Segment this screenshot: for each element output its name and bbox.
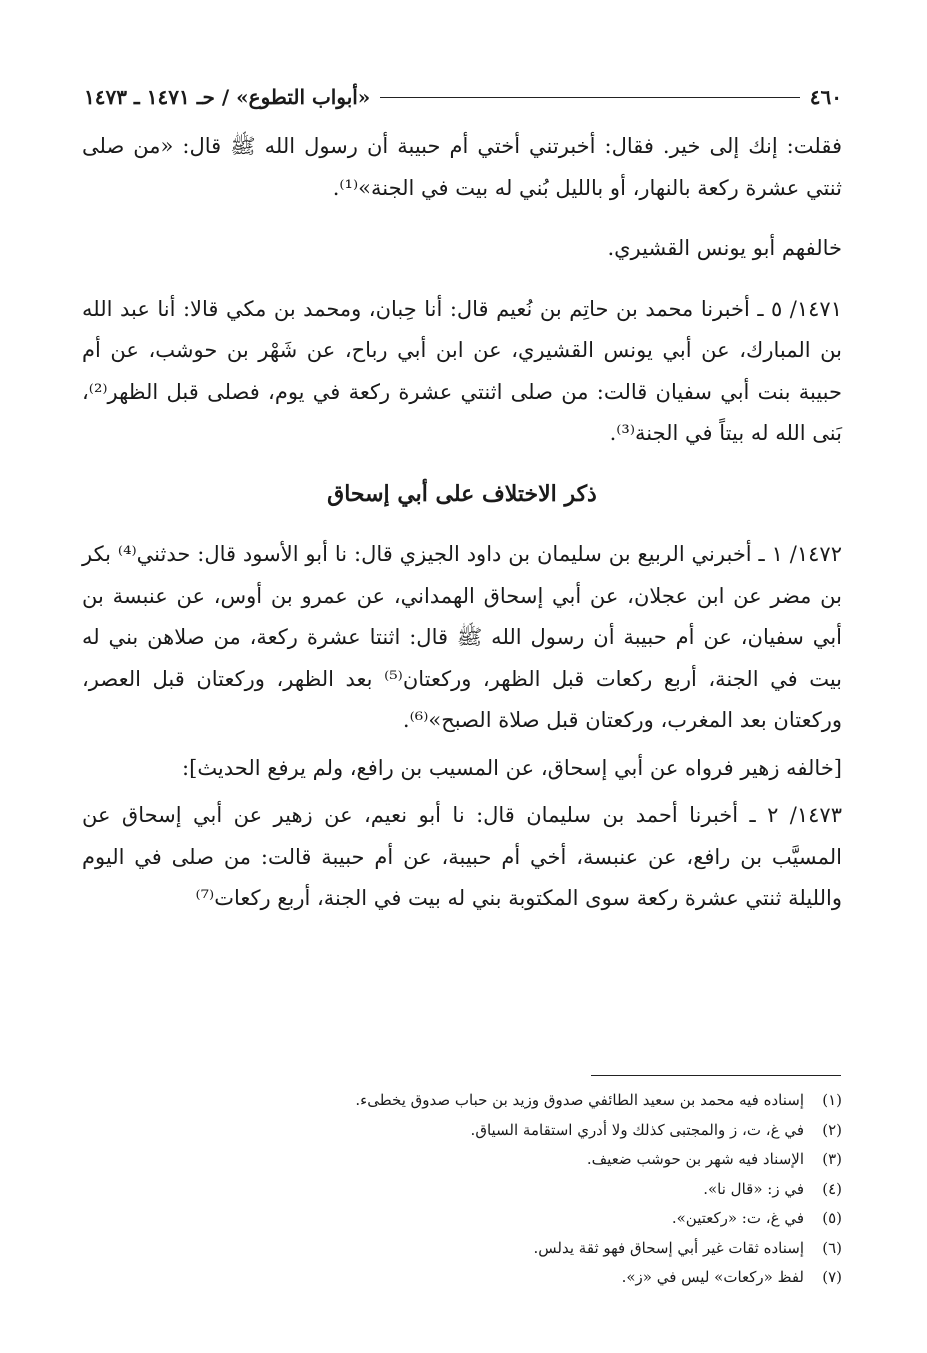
footnote-text: الإسناد فيه شهر بن حوشب ضعيف. xyxy=(586,1150,804,1168)
footnote-text: إسناده فيه محمد بن سعيد الطائفي صدوق وزيد بن حباب صدوق يخطىء. xyxy=(355,1091,804,1109)
footnote xyxy=(82,1263,842,1293)
page-number: ٤٦٠ xyxy=(809,85,842,109)
main-text xyxy=(82,126,842,920)
hadith-paragraph: ١٤٧٣/ ٢ ـ أخبرنا أحمد بن سليمان قال: نا أبو نعيم، عن زهير عن أبي إسحاق عن المسيَّب بن رافع، عن عنبسة، أخي أم حبيبة، عن أم حبيبة قالت: من صلى في اليوم والليلة ثنتي عشرة ركعة سوى المكتوبة بني له بيت في الجنة، أربع ركعات⁽⁷⁾ xyxy=(82,803,842,910)
footnote-text: في غ، ت، ز والمجتبى كذلك ولا أدري استقامة السياق. xyxy=(470,1120,804,1139)
footnote-number: (٧) xyxy=(822,1268,842,1286)
footnote-number: (٥) xyxy=(822,1209,842,1227)
footnotes xyxy=(82,1086,842,1293)
footnote-text: إسناده ثقات غير أبي إسحاق فهو ثقة يدلس. xyxy=(533,1238,804,1257)
footnote-text: في ز: «قال نا». xyxy=(703,1179,804,1198)
footnote-text: في غ، ت: «ركعتين». xyxy=(671,1209,804,1227)
paragraph: [خالفه زهير فرواه عن أبي إسحاق، عن المسيب بن رافع، ولم يرفع الحديث]: xyxy=(182,755,842,780)
footnote-number: (٦) xyxy=(822,1238,842,1257)
header-title: «أبواب التطوع» / حـ ١٤٧١ ـ ١٤٧٣ xyxy=(84,85,371,109)
hadith-paragraph: ١٤٧٢/ ١ ـ أخبرني الربيع بن سليمان بن داود الجيزي قال: نا أبو الأسود قال: حدثني⁽⁴⁾ بكر بن مضر عن ابن عجلان، عن أبي إسحاق الهمداني، عن عمرو بن أوس، عن عنبسة بن أبي سفيان، عن أم حبيبة أن رسول الله ﷺ قال: اثنتا عشرة ركعة، من صلاهن بني له بيت في الجنة، أربع ركعات قبل الظهر، وركعتان⁽⁵⁾ بعد الظهر، وركعتان قبل العصر، وركعتان بعد المغرب، وركعتان قبل صلاة الصبح»⁽⁶⁾. xyxy=(82,542,843,732)
paragraph: فقلت: إنك إلى خير. فقال: أخبرتني أختي أم حبيبة أن رسول الله ﷺ قال: «من صلى ثنتي عشرة ركعة بالنهار، أو بالليل بُني له بيت في الجنة»⁽¹⁾. xyxy=(82,134,842,200)
footnote-number: (٤) xyxy=(822,1179,842,1198)
header-rule xyxy=(380,97,799,98)
hadith-paragraph: ١٤٧١/ ٥ ـ أخبرنا محمد بن حاتِم بن نُعيم قال: أنا حِبان، ومحمد بن مكي قالا: أنا عبد الله بن المبارك، عن أبي يونس القشيري، عن ابن أبي رباح، عن شَهْر بن حوشب، عن أم حبيبة بنت أبي سفيان قالت: من صلى اثنتي عشرة ركعة في يوم، فصلى قبل الظهر⁽²⁾، بَنى الله له بيتاً في الجنة⁽³⁾. xyxy=(82,296,842,445)
footnote-text: لفظ «ركعات» ليس في «ز». xyxy=(621,1268,804,1286)
footnote xyxy=(82,1086,842,1116)
footnote-number: (٣) xyxy=(822,1150,842,1168)
footnote-number: (١) xyxy=(822,1091,842,1109)
footnote-rule xyxy=(591,1075,841,1076)
footnote xyxy=(82,1234,842,1264)
footnote xyxy=(82,1145,842,1175)
footnote xyxy=(82,1116,842,1146)
footnote-number: (٢) xyxy=(822,1120,842,1139)
paragraph: خالفهم أبو يونس القشيري. xyxy=(607,236,842,260)
footnote xyxy=(82,1204,842,1234)
running-header xyxy=(84,82,842,112)
section-heading: ذكر الاختلاف على أبي إسحاق xyxy=(327,480,597,507)
footnote xyxy=(82,1175,842,1205)
